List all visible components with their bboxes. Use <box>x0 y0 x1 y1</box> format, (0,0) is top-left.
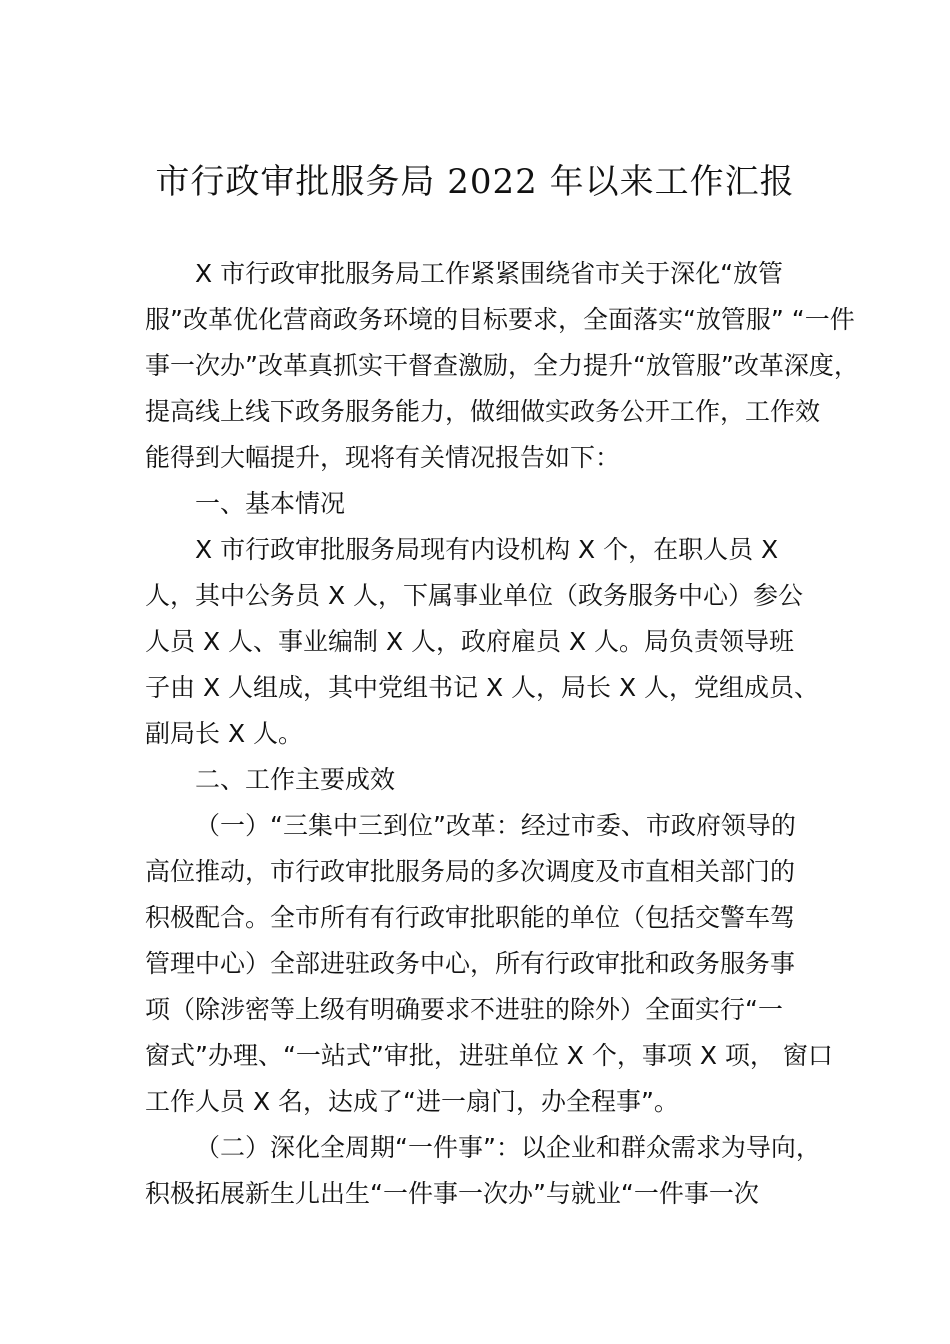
paragraph-line: X 市行政审批服务局现有内设机构 X 个，在职人员 X <box>195 535 779 564</box>
document-title: 市行政审批服务局 2022 年以来工作汇报 <box>155 162 795 202</box>
paragraph-line: 提高线上线下政务服务能力，做细做实政务公开工作，工作效 <box>145 397 821 426</box>
paragraph-line: X 市行政审批服务局工作紧紧围绕省市关于深化“放管 <box>195 259 784 288</box>
paragraph-line: 子由 X 人组成，其中党组书记 X 人，局长 X 人，党组成员、 <box>145 673 820 702</box>
section-heading: 二、工作主要成效 <box>195 765 396 794</box>
paragraph-line: 人，其中公务员 X 人，下属事业单位（政务服务中心）参公 <box>145 581 804 610</box>
paragraph-line: （二）深化全周期“一件事”：以企业和群众需求为导向， <box>195 1133 821 1162</box>
paragraph-line: 管理中心）全部进驻政务中心，所有行政审批和政务服务事 <box>145 949 796 978</box>
paragraph-line: 副局长 X 人。 <box>145 719 304 748</box>
paragraph-line: 窗式”办理、“一站式”审批，进驻单位 X 个，事项 X 项， 窗口 <box>145 1041 833 1070</box>
paragraph-line: 高位推动，市行政审批服务局的多次调度及市直相关部门的 <box>145 857 796 886</box>
paragraph-line: 人员 X 人、事业编制 X 人，政府雇员 X 人。局负责领导班 <box>145 627 795 656</box>
document-body <box>145 251 859 1217</box>
paragraph-line: 积极拓展新生儿出生“一件事一次办”与就业“一件事一次 <box>145 1179 759 1208</box>
paragraph-line: 能得到大幅提升，现将有关情况报告如下： <box>145 443 621 472</box>
paragraph-line: （一）“三集中三到位”改革：经过市委、市政府领导的 <box>195 811 796 840</box>
section-heading: 一、基本情况 <box>195 489 346 518</box>
paragraph-line: 服”改革优化营商政务环境的目标要求，全面落实“放管服” “一件 <box>145 305 855 334</box>
paragraph-line: 工作人员 X 名，达成了“进一扇门，办全程事”。 <box>145 1087 679 1116</box>
paragraph-line: 事一次办”改革真抓实干督查激励，全力提升“放管服”改革深度， <box>145 351 859 380</box>
paragraph-line: 项（除涉密等上级有明确要求不进驻的除外）全面实行“一 <box>145 995 783 1024</box>
paragraph-line: 积极配合。全市所有有行政审批职能的单位（包括交警车驾 <box>145 903 796 932</box>
